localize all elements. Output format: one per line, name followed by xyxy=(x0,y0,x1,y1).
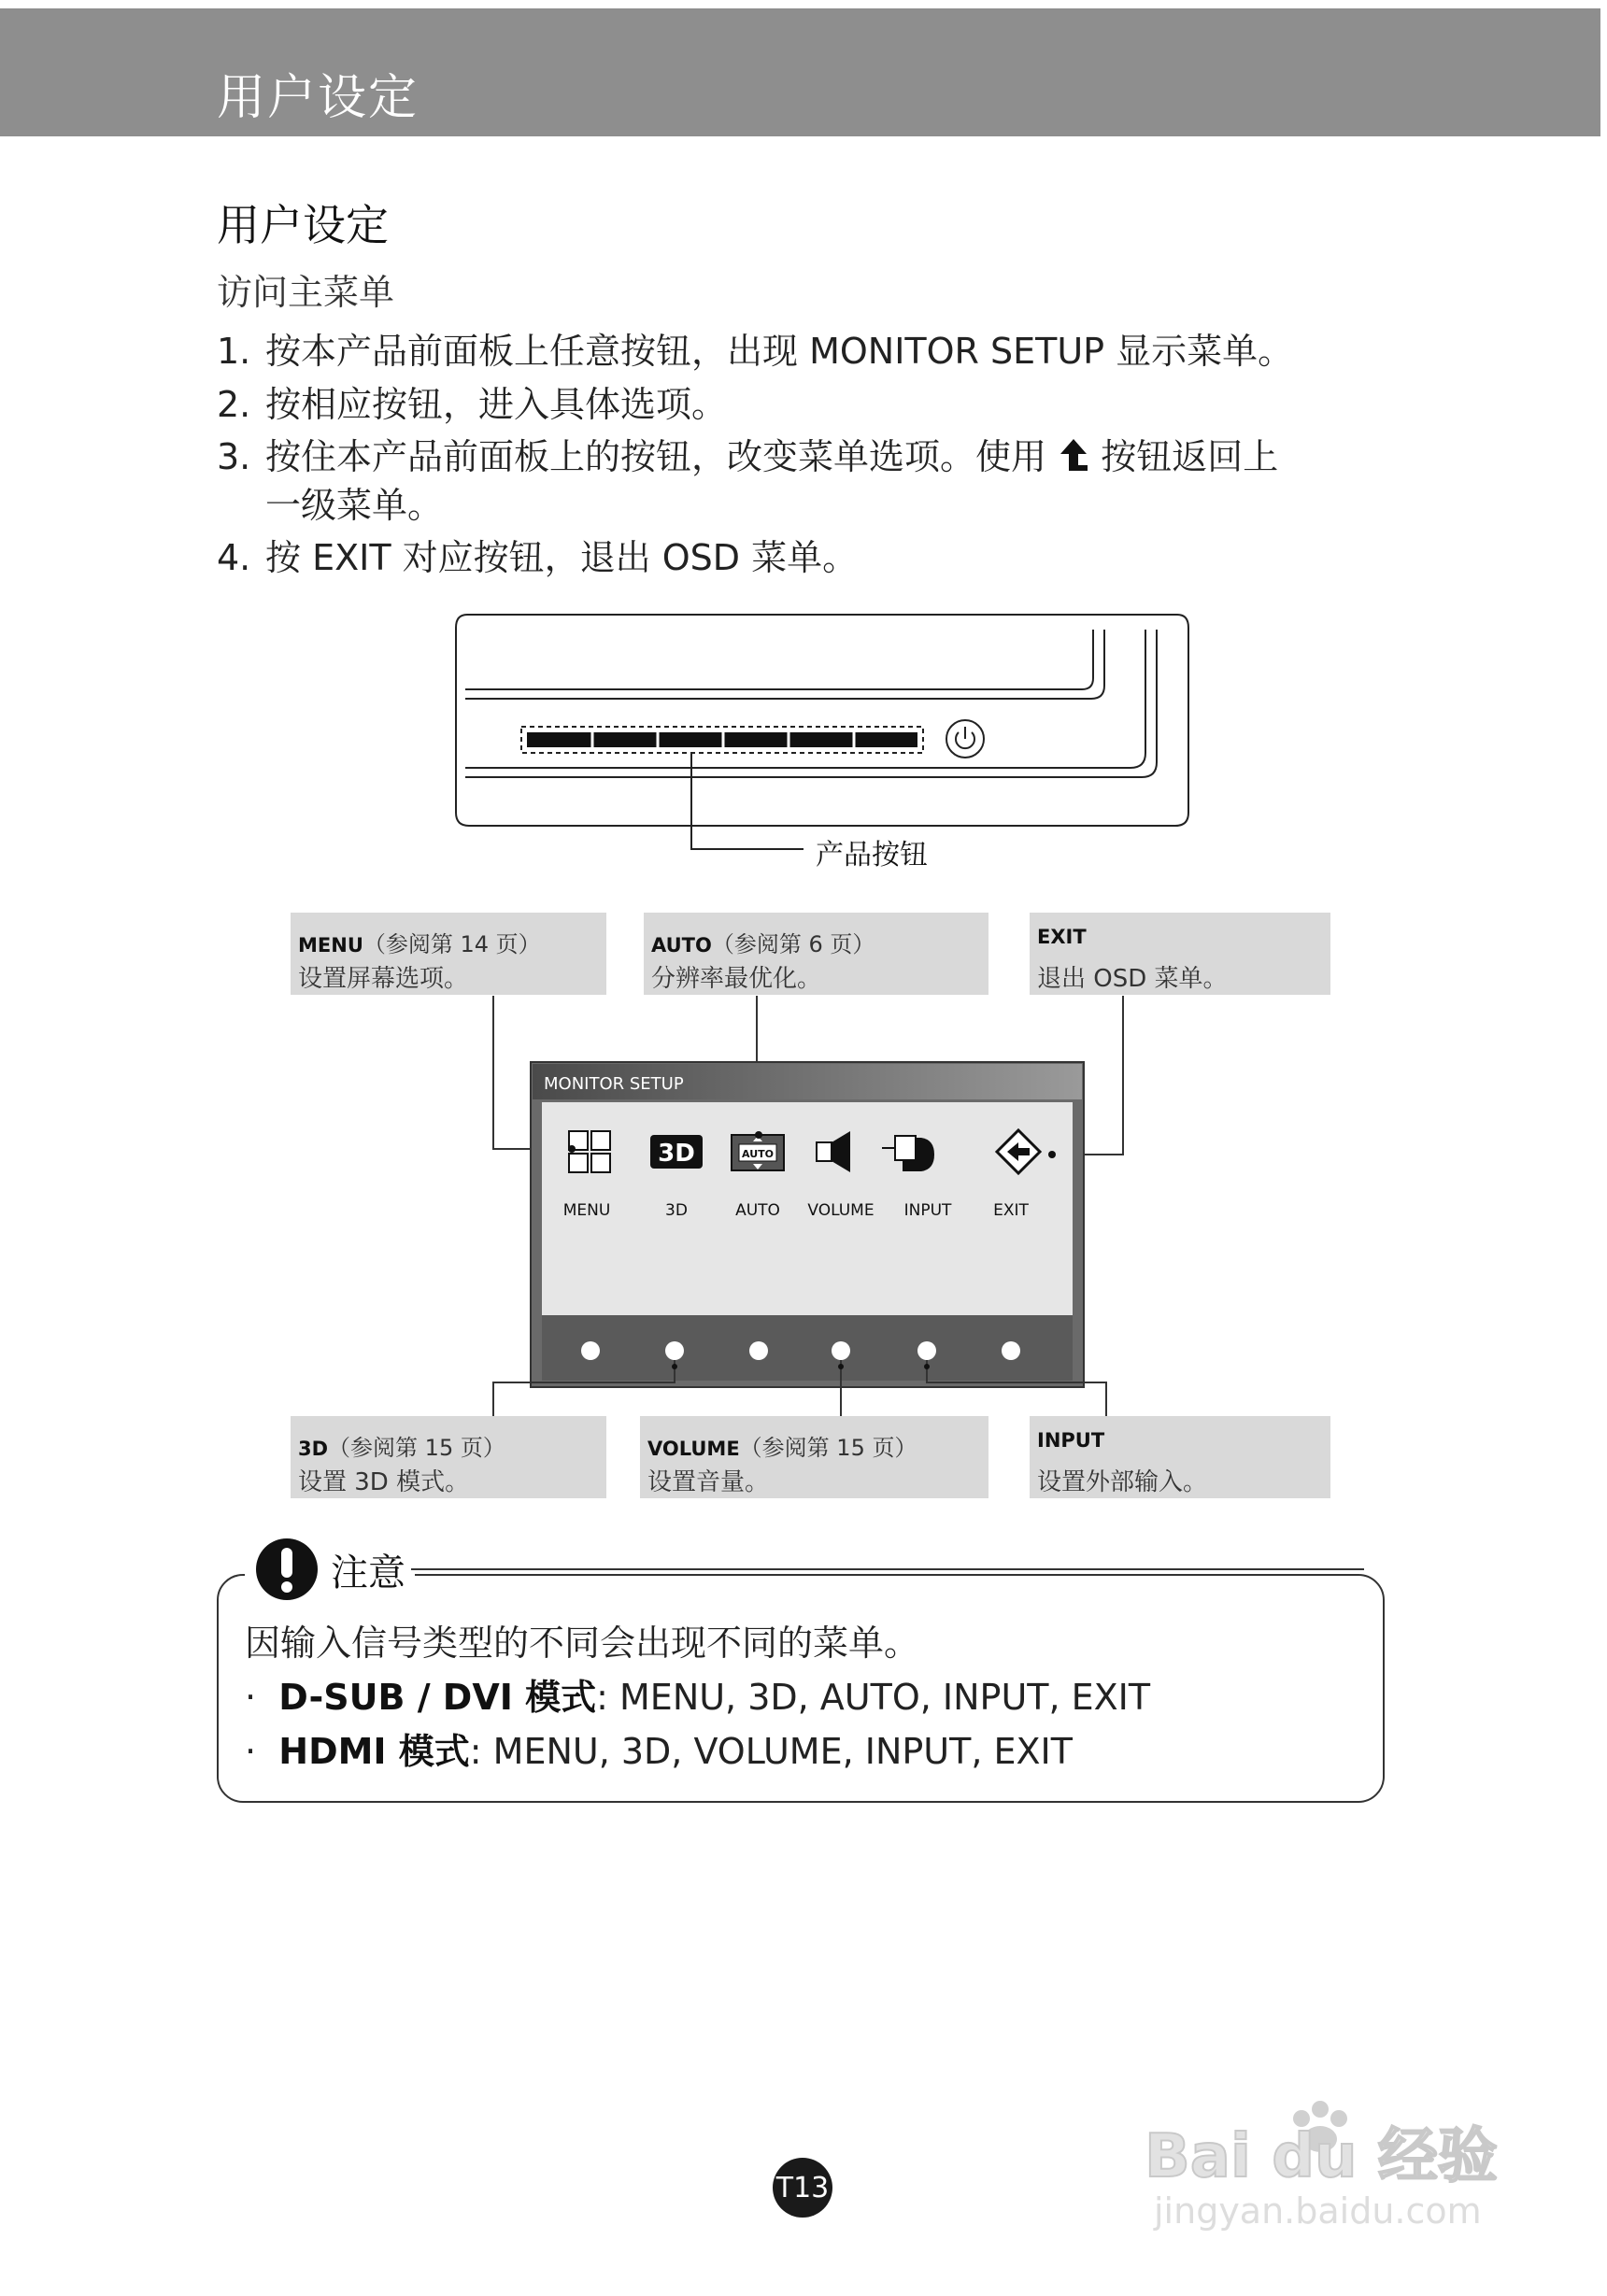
osd-button-volume xyxy=(832,1341,850,1360)
callout-desc: 设置 3D 模式。 xyxy=(298,1468,470,1496)
svg-text:AUTO: AUTO xyxy=(742,1148,774,1160)
osd-title: MONITOR SETUP xyxy=(544,1074,684,1094)
step-3 xyxy=(217,428,1278,481)
product-button-label: 产品按钮 xyxy=(816,839,928,872)
callout-desc: 设置外部输入。 xyxy=(1037,1468,1208,1496)
callout-title: VOLUME xyxy=(647,1438,740,1460)
osd-button-exit xyxy=(1002,1341,1020,1360)
osd-button-menu xyxy=(581,1341,600,1360)
callout-title: EXIT xyxy=(1037,926,1087,948)
callout-title: AUTO xyxy=(651,934,712,957)
osd-button-input xyxy=(917,1341,936,1360)
osd-button-auto xyxy=(749,1341,768,1360)
callout-ref: （参阅第 6 页） xyxy=(711,931,875,957)
note-line-hdmi xyxy=(245,1722,1073,1774)
page-number: T13 xyxy=(773,2158,832,2218)
callout-ref: （参阅第 14 页） xyxy=(363,931,541,957)
callout-3d xyxy=(291,1416,606,1498)
osd-label-menu: MENU xyxy=(562,1201,611,1220)
3d-icon xyxy=(650,1135,703,1169)
svg-text:Bai du 经验: Bai du 经验 xyxy=(1145,2122,1498,2191)
callout-menu xyxy=(291,913,606,995)
mode-label: HDMI 模式 xyxy=(278,1731,470,1772)
callout-title: 3D xyxy=(298,1438,329,1460)
step-number: 4. xyxy=(217,537,251,578)
power-icon xyxy=(946,720,984,758)
svg-text:jingyan.baidu.com: jingyan.baidu.com xyxy=(1154,2190,1482,2232)
callout-exit xyxy=(1030,913,1330,995)
svg-text:3D: 3D xyxy=(658,1140,695,1168)
note-header-line xyxy=(411,1568,1364,1570)
callout-desc: 设置屏幕选项。 xyxy=(298,965,469,993)
osd-label-volume: VOLUME xyxy=(807,1201,875,1220)
mode-label: D-SUB / DVI 模式 xyxy=(278,1677,597,1718)
osd-diagram xyxy=(280,990,1345,1420)
note-header xyxy=(245,1532,415,1607)
osd-label-3d: 3D xyxy=(665,1201,688,1220)
step-text: 按 EXIT 对应按钮，退出 OSD 菜单。 xyxy=(265,537,859,578)
note-line-dsub xyxy=(245,1668,1150,1720)
baidu-jingyan-watermark xyxy=(1145,2092,1528,2232)
note-intro: 因输入信号类型的不同会出现不同的菜单。 xyxy=(245,1623,920,1664)
callout-desc: 设置音量。 xyxy=(647,1468,770,1496)
bullet: · xyxy=(245,1677,257,1718)
step-1 xyxy=(217,322,1293,374)
step-number: 1. xyxy=(217,331,251,372)
section-subtitle: 访问主菜单 xyxy=(217,272,395,313)
step-3-continuation: 一级菜单。 xyxy=(265,485,444,526)
step-text: 按本产品前面板上任意按钮，出现 MONITOR SETUP 显示菜单。 xyxy=(265,331,1294,372)
step-text: 按住本产品前面板上的按钮，改变菜单选项。使用 xyxy=(265,436,1047,477)
callout-ref: （参阅第 15 页） xyxy=(739,1435,917,1461)
osd-button-3d xyxy=(665,1341,684,1360)
osd-label-auto: AUTO xyxy=(735,1201,780,1220)
callout-title: INPUT xyxy=(1037,1429,1105,1452)
section-title: 用户设定 xyxy=(217,200,389,250)
step-number: 2. xyxy=(217,384,251,425)
callout-title: MENU xyxy=(298,934,363,957)
osd-label-input: INPUT xyxy=(903,1201,952,1220)
step-4 xyxy=(217,529,858,580)
warning-icon xyxy=(254,1537,320,1602)
step-number: 3. xyxy=(217,436,251,477)
step-text-after: 按钮返回上 xyxy=(1101,436,1279,477)
return-up-arrow-icon xyxy=(1058,437,1089,481)
mode-items: : MENU, 3D, AUTO, INPUT, EXIT xyxy=(596,1677,1151,1718)
callout-desc: 分辨率最优化。 xyxy=(651,965,822,993)
step-2 xyxy=(217,376,727,427)
bullet: · xyxy=(245,1731,257,1772)
callout-desc: 退出 OSD 菜单。 xyxy=(1037,965,1228,993)
mode-items: : MENU, 3D, VOLUME, INPUT, EXIT xyxy=(469,1731,1073,1772)
callout-volume xyxy=(640,1416,988,1498)
osd-button-row xyxy=(542,1315,1073,1381)
callout-auto xyxy=(644,913,988,995)
callout-ref: （参阅第 15 页） xyxy=(328,1435,505,1461)
note-title: 注意 xyxy=(331,1551,405,1594)
osd-label-exit: EXIT xyxy=(993,1201,1029,1220)
step-text: 按相应按钮，进入具体选项。 xyxy=(265,384,728,425)
auto-icon xyxy=(732,1135,784,1170)
header-title: 用户设定 xyxy=(217,70,420,126)
callout-input xyxy=(1030,1416,1330,1498)
